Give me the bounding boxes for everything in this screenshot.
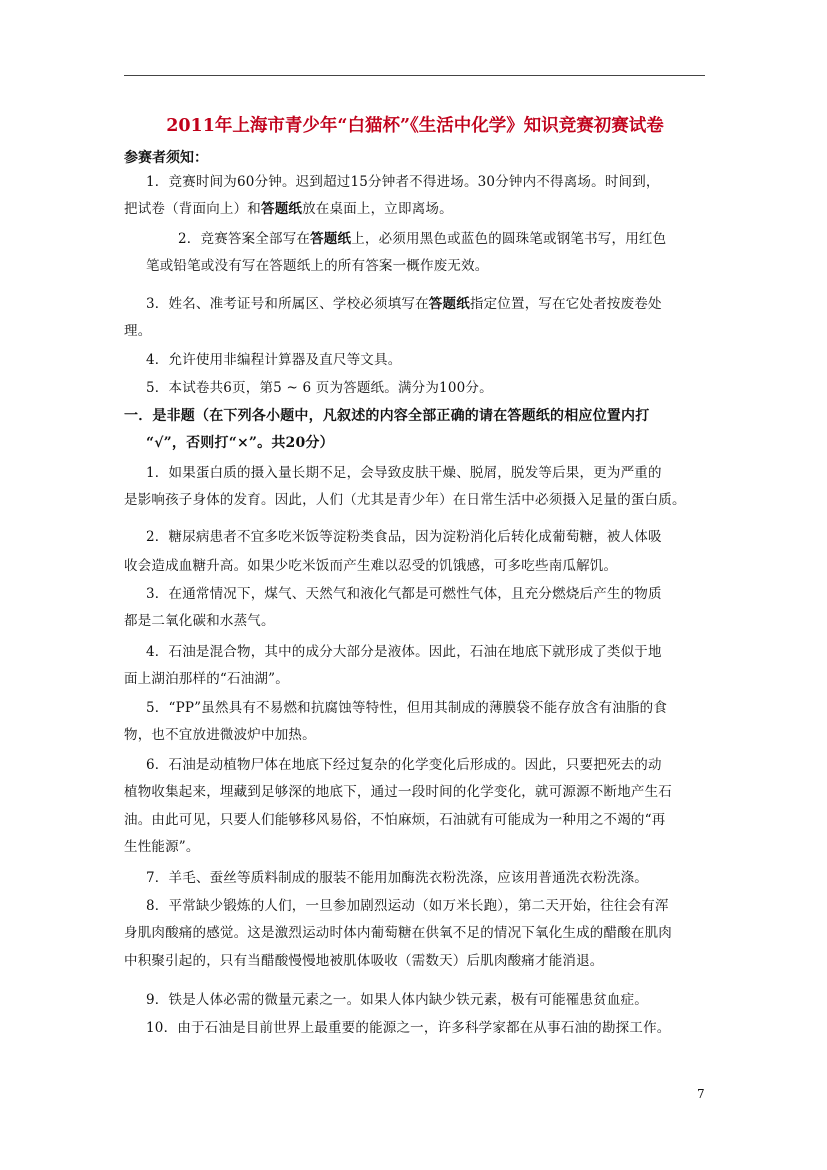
question-5-line-1: 5．“PP”虽然具有不易燃和抗腐蚀等特性，但用其制成的薄膜袋不能存放含有油脂的食 [146,700,668,716]
question-8-line-2: 身肌肉酸痛的感觉。这是激烈运动时体内葡萄糖在供氧不足的情况下氧化生成的醋酸在肌肉 [124,925,672,941]
notice-1-line-2: 把试卷（背面向上）和答题纸放在桌面上，立即离场。 [124,201,453,217]
notice-4: 4．允许使用非编程计算器及直尺等文具。 [146,352,402,368]
notice-heading: 参赛者须知： [124,150,208,166]
question-2-line-2: 收会造成血糖升高。如果少吃米饭而产生难以忍受的饥饿感，可多吃些南瓜解饥。 [124,558,618,574]
question-3-line-1: 3．在通常情况下，煤气、天然气和液化气都是可燃性气体，且充分燃烧后产生的物质 [146,586,662,602]
question-9: 9．铁是人体必需的微量元素之一。如果人体内缺少铁元素，极有可能罹患贫血症。 [146,992,648,1008]
question-6-line-1: 6．石油是动植物尸体在地底下经过复杂的化学变化后形成的。因此，只要把死去的动 [146,757,662,773]
question-10: 10．由于石油是目前世界上最重要的能源之一，许多科学家都在从事石油的勘探工作。 [146,1020,671,1036]
notice-5: 5．本试卷共6页，第5 ~ 6 页为答题纸。满分为100分。 [146,380,493,396]
question-6-line-3: 油。由此可见，只要人们能够移风易俗，不怕麻烦，石油就有可能成为一种用之不竭的“再 [124,812,666,828]
section-1-heading-line-1: 一．是非题（在下列各小题中，凡叙述的内容全部正确的请在答题纸的相应位置内打 [124,408,650,424]
header-rule [124,75,705,76]
notice-3-line-2: 理。 [124,323,152,339]
page-number: 7 [697,1087,705,1101]
question-6-line-4: 生性能源”。 [124,839,200,855]
question-4-line-1: 4．石油是混合物，其中的成分大部分是液体。因此，石油在地底下就形成了类似于地 [146,644,662,660]
section-1-heading-line-2: “√”，否则打“×”。共20分） [146,435,334,451]
question-8-line-1: 8．平常缺少锻炼的人们，一旦参加剧烈运动（如万米长跑），第二天开始，往往会有浑 [146,898,669,914]
notice-2-line-2: 笔或铅笔或没有写在答题纸上的所有答案一概作废无效。 [146,258,489,274]
exam-title: 2011年上海市青少年“白猫杯”《生活中化学》知识竞赛初赛试卷 [166,116,664,136]
notice-1-line-1: 1．竞赛时间为60分钟。迟到超过15分钟者不得进场。30分钟内不得离场。时间到， [146,174,660,190]
question-4-line-2: 面上湖泊那样的“石油湖”。 [124,671,289,687]
answer-sheet-emphasis: 答题纸 [428,296,470,312]
answer-sheet-emphasis: 答题纸 [310,231,352,247]
notice-3-line-1: 3．姓名、准考证号和所属区、学校必须填写在答题纸指定位置，写在它处者按废卷处 [146,296,662,312]
question-1-line-1: 1．如果蛋白质的摄入量长期不足，会导致皮肤干燥、脱屑，脱发等后果，更为严重的 [146,465,662,481]
notice-2-line-1: 2．竞赛答案全部写在答题纸上，必须用黑色或蓝色的圆珠笔或钢笔书写，用红色 [178,231,667,247]
question-1-line-2: 是影响孩子身体的发育。因此，人们（尤其是青少年）在日常生活中必须摄入足量的蛋白质。 [124,492,686,508]
question-2-line-1: 2．糖尿病患者不宜多吃米饭等淀粉类食品，因为淀粉消化后转化成葡萄糖，被人体吸 [146,529,662,545]
answer-sheet-emphasis: 答题纸 [261,201,303,217]
question-6-line-2: 植物收集起来，埋藏到足够深的地底下，通过一段时间的化学变化，就可源源不断地产生石 [124,784,672,800]
question-7: 7．羊毛、蚕丝等质料制成的服装不能用加酶洗衣粉洗涤，应该用普通洗衣粉洗涤。 [146,870,648,886]
question-8-line-3: 中积聚引起的，只有当醋酸慢慢地被肌体吸收（需数天）后肌肉酸痛才能消退。 [124,953,604,969]
question-5-line-2: 物，也不宜放进微波炉中加热。 [124,727,316,743]
question-3-line-2: 都是二氧化碳和水蒸气。 [124,613,275,629]
